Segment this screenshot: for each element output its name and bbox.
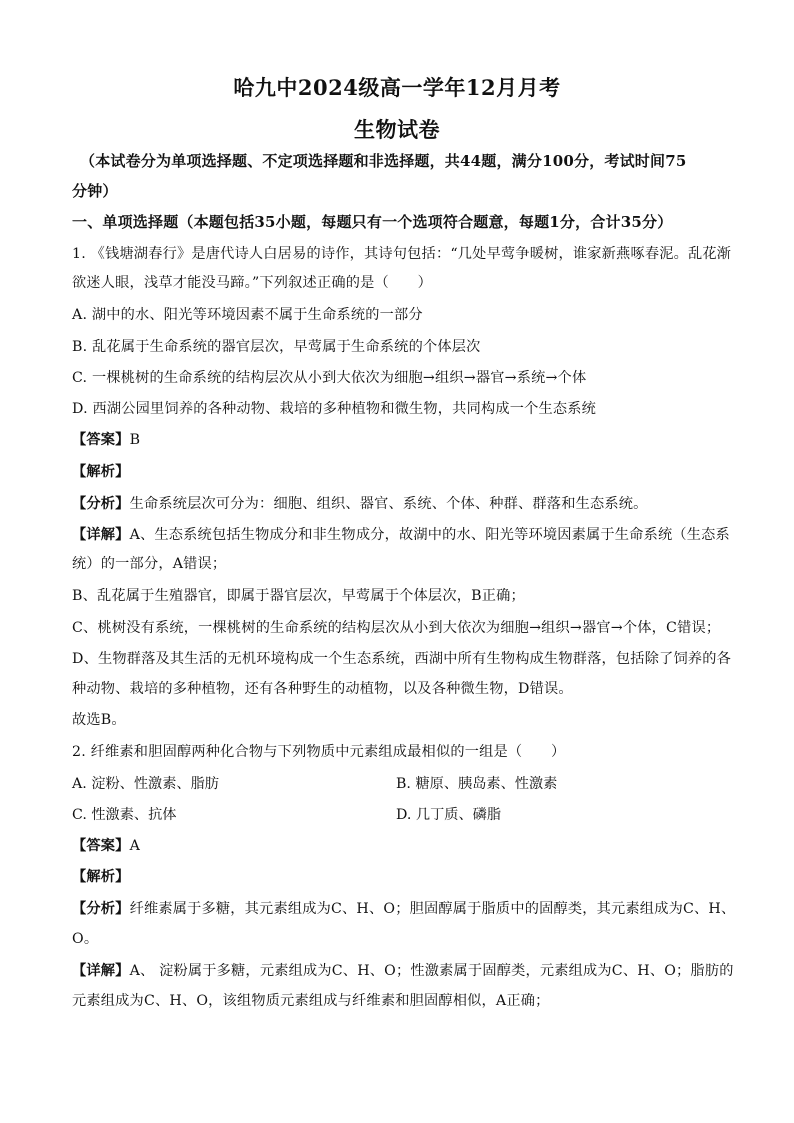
q1-detail-line2: 统）的一部分，A错误； <box>72 556 227 572</box>
q2-fenxi-line2: O。 <box>72 931 99 947</box>
exam-note-line1: （本试卷分为单项选择题、不定项选择题和非选择题，共44题，满分100分，考试时间75 <box>80 152 687 170</box>
q1-analysis <box>72 462 722 482</box>
q2-analysis-tag: 【解析】 <box>72 869 130 885</box>
q1-detail-text1: A、生态系统包括生物成分和非生物成分，故湖中的水、阳光等环境因素属于生命系统（生态系 <box>129 527 730 543</box>
q1-fenxi <box>72 494 722 514</box>
exam-subject: 生物试卷 <box>354 117 440 142</box>
q1-option-d: D. 西湖公园里饲养的各种动物、栽培的多种植物和微生物，共同构成一个生态系统 <box>72 401 597 417</box>
q2-answer-value: A <box>129 838 141 854</box>
q2-answer-tag: 【答案】 <box>72 838 130 854</box>
q1-detail-tag: 【详解】 <box>72 527 130 543</box>
q2-option-b: B. 糖原、胰岛素、性激素 <box>396 776 558 792</box>
q1-detail-line4: C、桃树没有系统，一棵桃树的生命系统的结构层次从小到大依次为细胞→组织→器官→个体，C错误； <box>72 620 721 636</box>
q1-option-a: A. 湖中的水、阳光等环境因素不属于生命系统的一部分 <box>72 307 423 323</box>
q2-detail-line2: 元素组成为C、H、O，该组物质元素组成与纤维素和胆固醇相似，A正确； <box>72 993 550 1009</box>
q2-option-d: D. 几丁质、磷脂 <box>396 807 502 823</box>
q2-detail-text1: A、 淀粉属于多糖，元素组成为C、H、O；性激素属于固醇类，元素组成为C、H、O；脂肪的 <box>129 963 734 979</box>
q2-detail-line1 <box>72 961 734 981</box>
q2-fenxi-text1: 纤维素属于多糖，其元素组成为C、H、O；胆固醇属于脂质中的固醇类，其元素组成为C、H、 <box>129 901 736 917</box>
exam-note-line2: 分钟） <box>72 182 118 200</box>
q1-detail-line6: 种动物、栽培的多种植物，还有各种野生的动植物，以及各种微生物，D错误。 <box>72 681 573 697</box>
q2-fenxi-line1 <box>72 899 736 919</box>
exam-title: 哈九中2024级高一学年12月月考 <box>233 75 561 100</box>
q1-answer <box>72 430 722 450</box>
q1-fenxi-text: 生命系统层次可分为：细胞、组织、器官、系统、个体、种群、群落和生态系统。 <box>129 496 648 512</box>
q1-answer-tag: 【答案】 <box>72 432 130 448</box>
q1-fenxi-tag: 【分析】 <box>72 496 130 512</box>
q1-conclusion: 故选B。 <box>72 712 126 728</box>
q1-option-b: B. 乱花属于生命系统的器官层次，早莺属于生命系统的个体层次 <box>72 339 481 355</box>
q2-analysis <box>72 867 722 887</box>
q1-detail-line3: B、乱花属于生殖器官，即属于器官层次，早莺属于个体层次，B正确； <box>72 588 525 604</box>
q1-detail-line1 <box>72 525 730 545</box>
q2-option-c: C. 性激素、抗体 <box>72 807 177 823</box>
q1-answer-value: B <box>129 432 141 448</box>
q1-analysis-tag: 【解析】 <box>72 464 130 480</box>
q1-detail-line5: D、生物群落及其生活的无机环境构成一个生态系统，西湖中所有生物构成生物群落，包括除了饲养的各 <box>72 651 732 667</box>
q2-answer <box>72 836 722 856</box>
q2-detail-tag: 【详解】 <box>72 963 130 979</box>
q2-stem: 2. 纤维素和胆固醇两种化合物与下列物质中元素组成最相似的一组是（ ） <box>72 744 566 760</box>
q2-option-a: A. 淀粉、性激素、脂肪 <box>72 776 219 792</box>
q1-stem-line2: 欲迷人眼，浅草才能没马蹄。”下列叙述正确的是（ ） <box>72 275 433 291</box>
q1-option-c: C. 一棵桃树的生命系统的结构层次从小到大依次为细胞→组织→器官→系统→个体 <box>72 370 587 386</box>
q1-stem-line1: 1. 《钱塘湖春行》是唐代诗人白居易的诗作，其诗句包括：“几处早莺争暖树，谁家新燕啄春泥。乱花渐 <box>72 246 732 262</box>
q2-fenxi-tag: 【分析】 <box>72 901 130 917</box>
section1-heading: 一、单项选择题（本题包括35小题，每题只有一个选项符合题意，每题1分，合计35分） <box>72 213 673 231</box>
